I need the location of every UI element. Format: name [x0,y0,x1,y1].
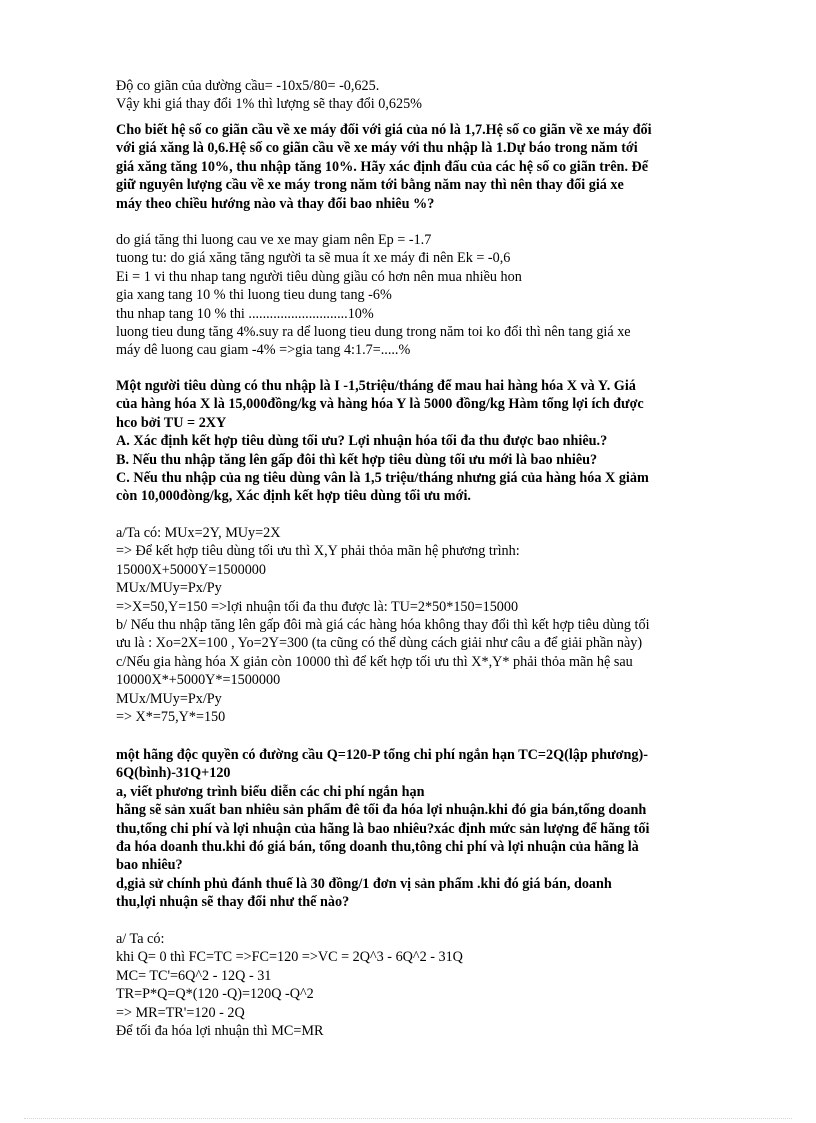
text-line: a/Ta có: MUx=2Y, MUy=2X [116,525,281,541]
solution-motorbike-elasticity [116,231,742,360]
text-line: thu,lợi nhuận sẽ thay đổi như thế nào? [116,894,350,911]
problem-consumer-choice [116,377,742,506]
text-line: 15000X+5000Y=1500000 [116,561,266,578]
text-line: đa hóa doanh thu.khi đó giá bán, tổng doanh thu,tông chi phí và lợi nhuận của hãng là [116,839,639,856]
text-line: hãng sẽ sản xuất ban nhiêu sản phẩm đê tối đa hóa lợi nhuận.khi đó gia bán,tổng doanh [116,802,647,819]
text-line: a, viết phương trình biểu diễn các chi phí ngắn hạn [116,783,425,800]
text-line: d,giả sử chính phủ đánh thuế là 30 đồng/1 đơn vị sản phẩm .khi đó giá bán, doanh [116,875,612,892]
text-line: Cho biết hệ số co giãn cầu về xe máy đối với giá của nó là 1,7.Hệ số co giãn về xe máy đối [116,122,652,138]
text-line: luong tieu dung tăng 4%.suy ra dể luong tieu dung trong năm toi ko đổi thì nên tang giá xe [116,324,631,341]
text-line: c/Nếu gia hàng hóa X giản còn 10000 thì để kết hợp tối ưu thì X*,Y* phải thỏa mãn hệ sau [116,653,633,670]
text-line: B. Nếu thu nhập tăng lên gấp đôi thì kết hợp tiêu dùng tối ưu mới là bao nhiêu? [116,451,598,468]
page-bottom-divider [24,1118,792,1119]
text-line: bao nhiêu? [116,857,183,874]
text-line: thu,tổng chi phí và lợi nhuận của hãng là bao nhiêu?xác định mức sản lượng để hãng tối [116,820,650,837]
text-line: Vậy khi giá thay đổi 1% thì lượng sẽ thay đổi 0,625% [116,96,422,113]
text-line: a/ Ta có: [116,931,165,947]
text-line: thu nhap tang 10 % thi ............................10% [116,305,374,322]
text-line: Để tối đa hóa lợi nhuận thì MC=MR [116,1023,324,1040]
text-line: ưu là : Xo=2X=100 , Yo=2Y=300 (ta cũng có thể dùng cách giải như câu a để giải phần này) [116,635,643,652]
text-line: C. Nếu thu nhập của ng tiêu dùng vân là 1,5 triệu/tháng nhưng giá của hàng hóa X giảm [116,470,649,487]
text-line: giữ nguyên lượng cầu về xe máy trong năm tới bằng năm nay thì nên thay đổi giá xe [116,177,624,194]
text-line: => MR=TR'=120 - 2Q [116,1004,245,1021]
text-line: Độ co giãn của dường cầu= -10x5/80= -0,625. [116,78,380,94]
text-line: MUx/MUy=Px/Py [116,690,222,707]
text-line: giá xăng tăng 10%, thu nhập tăng 10%. Hãy xác định đấu của các hệ số co giãn trên. Để [116,158,649,175]
text-line: => Để kết hợp tiêu dùng tối ưu thì X,Y phải thỏa mãn hệ phương trình: [116,543,520,560]
problem-monopoly [116,746,742,912]
text-line: 10000X*+5000Y*=1500000 [116,672,281,689]
text-line: hco bởi TU = 2XY [116,414,227,431]
text-line: khi Q= 0 thì FC=TC =>FC=120 =>VC = 2Q^3 - 6Q^2 - 31Q [116,949,463,966]
text-line: do giá tăng thi luong cau ve xe may giam nên Ep = -1.7 [116,232,432,248]
text-line: với giá xăng là 0,6.Hệ số co giãn cầu về xe máy với thu nhập là 1.Dự báo trong năm tới [116,140,638,157]
text-line: b/ Nếu thu nhập tăng lên gấp đôi mà giá các hàng hóa không thay đổi thì kết hợp tiêu dùng tối [116,617,650,634]
text-line: =>X=50,Y=150 =>lợi nhuận tối đa thu được là: TU=2*50*150=15000 [116,598,519,615]
text-line: còn 10,000đòng/kg, Xác định kết hợp tiêu dùng tối ưu mới. [116,488,471,505]
text-line: một hãng độc quyền có đường cầu Q=120-P tổng chi phí ngắn hạn TC=2Q(lập phương)- [116,747,648,763]
problem-motorbike-elasticity [116,121,742,213]
text-line: máy theo chiều hướng nào và thay đổi bao nhiêu %? [116,195,435,212]
text-line: MC= TC'=6Q^2 - 12Q - 31 [116,967,272,984]
solution-monopoly [116,930,742,1040]
elasticity-result-text [116,77,742,114]
text-line: TR=P*Q=Q*(120 -Q)=120Q -Q^2 [116,986,314,1003]
text-line: của hàng hóa X là 15,000đồng/kg và hàng hóa Y là 5000 đồng/kg Hàm tổng lợi ích được [116,396,644,413]
text-line: A. Xác định kết hợp tiêu dùng tối ưu? Lợi nhuận hóa tối đa thu được bao nhiêu.? [116,433,608,450]
text-line: => X*=75,Y*=150 [116,709,226,726]
text-line: gia xang tang 10 % thi luong tieu dung tang -6% [116,287,392,304]
text-line: máy dê luong cau giam -4% =>gia tang 4:1.7=.....% [116,342,411,359]
text-line: Ei = 1 vi thu nhap tang người tiêu dùng giầu có hơn nên mua nhiều hon [116,268,522,285]
text-line: tuong tu: do giá xăng tăng người ta sẽ mua ít xe máy đi nên Ek = -0,6 [116,250,511,267]
text-line: Một người tiêu dùng có thu nhập là I -1,5triệu/tháng để mau hai hàng hóa X và Y. Giá [116,378,636,394]
solution-consumer-choice [116,524,742,726]
text-line: 6Q(bình)-31Q+120 [116,765,231,782]
text-line: MUx/MUy=Px/Py [116,580,222,597]
